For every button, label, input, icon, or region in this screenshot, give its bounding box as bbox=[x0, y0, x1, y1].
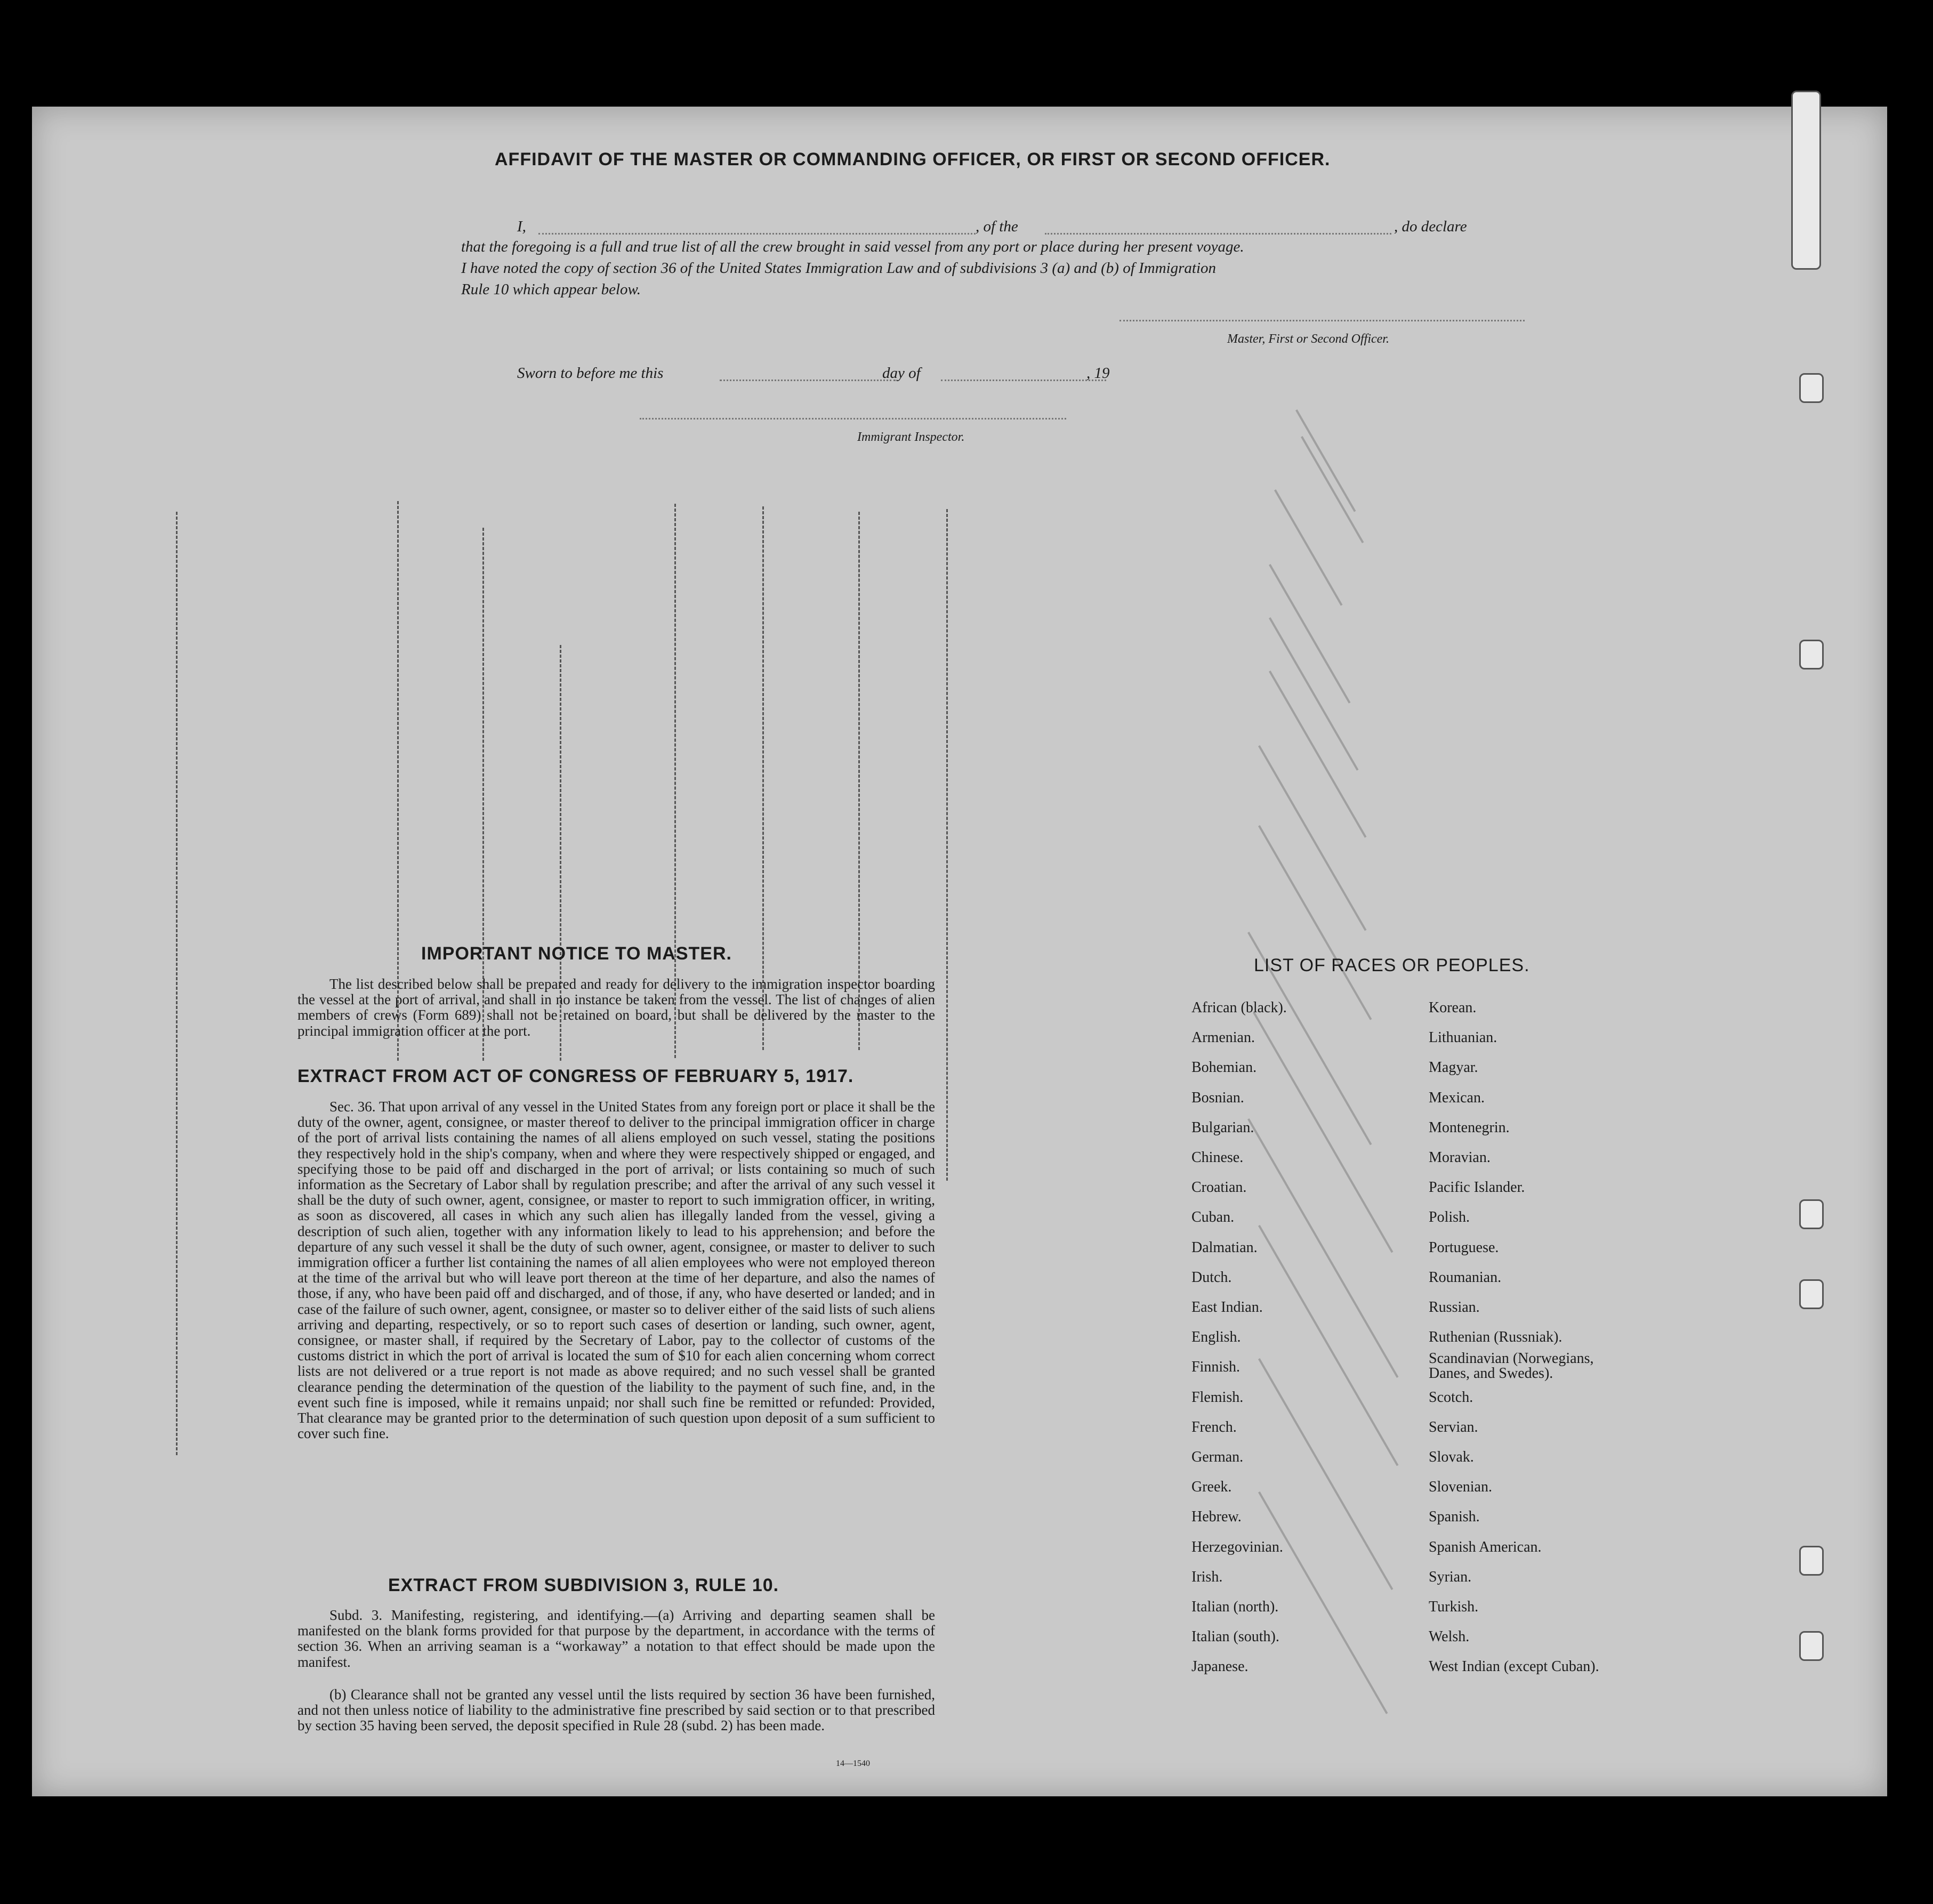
race-item: English. bbox=[1191, 1329, 1241, 1346]
race-item: Scandinavian (Norwegians, Danes, and Swedes). bbox=[1429, 1350, 1594, 1382]
binder-tab bbox=[1799, 373, 1824, 403]
column-rule bbox=[762, 506, 764, 1050]
notice-title: IMPORTANT NOTICE TO MASTER. bbox=[421, 943, 732, 964]
race-item: Servian. bbox=[1429, 1418, 1478, 1435]
binder-tab bbox=[1799, 1546, 1824, 1576]
act-extract-text: Sec. 36. That upon arrival of any vessel in the United States from any foreign port or place it shall be the duty of the owner, agent, consignee, or master thereof to deliver to the principal immigration officer in charge of the port of arrival lists containing the names of all aliens employed on such vessel, stating the positions they respectively hold in the ship's company, when and where they were respectively shipped or engaged, and specifying those to be paid off and discharged in the port of arrival; or lists containing so much of such information as the Secretary of Labor shall by regulation prescribe; and after the arrival of any such vessel it shall be the duty of such owner, agent, consignee, or master to report to such immigration officer, in writing, as soon as discovered, all cases in which any such alien has illegally landed from the vessel, giving a description of such alien, together with any information likely to lead to his apprehension; and before the departure of any such vessel it shall be the duty of such owner, agent, consignee, or master to deliver to such immigration officer a further list containing the names of all alien employees who were not employed thereon at the time of the arrival but who will leave port thereon at the time of her departure, and also the names of those, if any, who have been paid off and discharged, and of those, if any, who have deserted or landed; and in case of the failure of such owner, agent, consignee, or master so to deliver either of the said lists of such aliens arriving and departing, respectively, or so to report such cases of desertion or landing, such owner, agent, consignee, or master shall, if required by the Secretary of Labor, pay to the collector of customs of the customs district in which the port of arrival is located the sum of $10 for each alien concerning whom correct lists are not delivered or a true report is not made as above required; and no such vessel shall be granted clearance pending the determination of the question of the liability to the payment of such fine, and, in the event such fine is imposed, while it remains unpaid; nor shall such fine be remitted or refunded: Provided, That clearance may be granted prior to the determination of such question upon deposit of a sum sufficient to cover such fine. bbox=[297, 1099, 935, 1442]
affidavit-line-3: I have noted the copy of section 36 of the United States Immigration Law and of subdivisions 3 (a) and (b) of Immigration bbox=[461, 260, 1217, 277]
sworn-day-field[interactable] bbox=[720, 380, 896, 381]
affidavit-title: AFFIDAVIT OF THE MASTER OR COMMANDING OFFICER, OR FIRST OR SECOND OFFICER. bbox=[495, 149, 1331, 170]
affidavit-i: I, bbox=[517, 218, 526, 235]
rule-extract-title: EXTRACT FROM SUBDIVISION 3, RULE 10. bbox=[388, 1575, 779, 1595]
sworn-year: , 19 bbox=[1086, 365, 1110, 382]
sworn-text: Sworn to before me this bbox=[517, 365, 664, 382]
race-item: Welsh. bbox=[1429, 1628, 1470, 1645]
race-item: Bulgarian. bbox=[1191, 1119, 1254, 1136]
race-item: Roumanian. bbox=[1429, 1269, 1502, 1286]
race-item: Turkish. bbox=[1429, 1599, 1479, 1615]
column-rule bbox=[858, 512, 860, 1050]
binder-tab bbox=[1799, 1279, 1824, 1309]
binder-tab bbox=[1799, 1199, 1824, 1229]
affidavit-of-the: , of the bbox=[976, 218, 1018, 235]
race-item: Japanese. bbox=[1191, 1658, 1249, 1675]
binder-tab bbox=[1799, 1631, 1824, 1661]
race-item: Cuban. bbox=[1191, 1209, 1235, 1226]
race-item: Spanish American. bbox=[1429, 1538, 1542, 1555]
race-item: Syrian. bbox=[1429, 1568, 1472, 1585]
bleed-stroke bbox=[1253, 1012, 1393, 1253]
affidavit-line-4: Rule 10 which appear below. bbox=[461, 281, 641, 298]
race-item: Finnish. bbox=[1191, 1359, 1241, 1376]
race-item: Pacific Islander. bbox=[1429, 1179, 1525, 1196]
race-item: Croatian. bbox=[1191, 1179, 1247, 1196]
bleed-stroke bbox=[1269, 671, 1366, 838]
race-item: Italian (south). bbox=[1191, 1628, 1279, 1645]
bleed-stroke bbox=[1269, 564, 1350, 704]
vessel-name-field[interactable] bbox=[1045, 233, 1391, 235]
race-item: Herzegovinian. bbox=[1191, 1538, 1283, 1555]
bleed-stroke bbox=[1258, 825, 1372, 1020]
column-rule bbox=[176, 512, 178, 1455]
race-item: Chinese. bbox=[1191, 1149, 1244, 1166]
race-item: West Indian (except Cuban). bbox=[1429, 1658, 1599, 1675]
race-item: Bohemian. bbox=[1191, 1059, 1257, 1076]
race-item: Armenian. bbox=[1191, 1029, 1255, 1046]
race-item: Ruthenian (Russniak). bbox=[1429, 1329, 1562, 1346]
race-item: Magyar. bbox=[1429, 1059, 1478, 1076]
inspector-signature-field[interactable] bbox=[640, 418, 1066, 419]
race-item: Italian (north). bbox=[1191, 1599, 1279, 1615]
column-rule bbox=[946, 509, 948, 1181]
race-item: Montenegrin. bbox=[1429, 1119, 1510, 1136]
race-item: Korean. bbox=[1429, 999, 1477, 1016]
officer-signature-field[interactable] bbox=[1119, 320, 1525, 321]
race-item: African (black). bbox=[1191, 999, 1287, 1016]
column-rule bbox=[674, 504, 676, 1058]
race-item: Dutch. bbox=[1191, 1269, 1232, 1286]
race-item: Slovak. bbox=[1429, 1449, 1474, 1465]
race-item: Moravian. bbox=[1429, 1149, 1491, 1166]
race-item: Hebrew. bbox=[1191, 1508, 1242, 1526]
race-item: Polish. bbox=[1429, 1209, 1470, 1226]
rule-extract-text-a: Subd. 3. Manifesting, registering, and identifying.—(a) Arriving and departing seamen shall be manifested on the blank forms provided for that purpose by the department, in accordance with the terms of section 36. When an arriving seaman is a “workaway” a notation to that effect should be made upon the manifest. bbox=[297, 1607, 935, 1670]
bleed-stroke bbox=[1295, 409, 1356, 512]
race-item: Greek. bbox=[1191, 1479, 1232, 1496]
rule-extract-text-b: (b) Clearance shall not be granted any vessel until the lists required by section 36 have been furnished, and not then unless notice of liability to the administrative fine prescribed by said section or to that prescribed by section 35 having been served, the deposit specified in Rule 28 (subd. 2) has been made. bbox=[297, 1687, 935, 1734]
race-item: Bosnian. bbox=[1191, 1089, 1244, 1106]
races-title: LIST OF RACES OR PEOPLES. bbox=[1254, 955, 1530, 975]
race-item: Portuguese. bbox=[1429, 1239, 1499, 1256]
race-item: Slovenian. bbox=[1429, 1479, 1492, 1496]
race-item: Scotch. bbox=[1429, 1389, 1473, 1406]
binder-tab bbox=[1799, 640, 1824, 669]
day-of-text: day of bbox=[882, 365, 921, 382]
affidavit-line-2: that the foregoing is a full and true list of all the crew brought in said vessel from any port or place during her present voyage. bbox=[461, 238, 1244, 255]
inspector-label: Immigrant Inspector. bbox=[857, 430, 965, 444]
binder-tab bbox=[1791, 91, 1821, 270]
race-item: Mexican. bbox=[1429, 1089, 1485, 1106]
act-extract-title: EXTRACT FROM ACT OF CONGRESS OF FEBRUARY 5, 1917. bbox=[297, 1066, 854, 1086]
race-item: French. bbox=[1191, 1418, 1237, 1435]
manifest-page bbox=[32, 107, 1887, 1796]
race-item: Spanish. bbox=[1429, 1508, 1480, 1526]
master-name-field[interactable] bbox=[538, 233, 976, 235]
affidavit-declare: , do declare bbox=[1394, 218, 1467, 235]
officer-label: Master, First or Second Officer. bbox=[1227, 332, 1389, 346]
race-item: German. bbox=[1191, 1449, 1244, 1465]
bleed-stroke bbox=[1301, 436, 1364, 543]
sworn-month-field[interactable] bbox=[941, 380, 1106, 381]
bleed-stroke bbox=[1258, 745, 1366, 931]
notice-text: The list described below shall be prepared and ready for delivery to the immigration inspector boarding the vessel at the port of arrival, and shall in no instance be taken from the vessel. The list of changes of alien members of crews (Form 689) shall not be retained on board, but shall be delivered by the master to the principal immigration officer at the port. bbox=[297, 976, 935, 1039]
race-item: Russian. bbox=[1429, 1299, 1480, 1316]
race-item: Irish. bbox=[1191, 1568, 1223, 1585]
race-item: Flemish. bbox=[1191, 1389, 1244, 1406]
race-item: East Indian. bbox=[1191, 1299, 1263, 1316]
race-item: Lithuanian. bbox=[1429, 1029, 1497, 1046]
race-item: Dalmatian. bbox=[1191, 1239, 1258, 1256]
form-number: 14—1540 bbox=[836, 1759, 870, 1768]
